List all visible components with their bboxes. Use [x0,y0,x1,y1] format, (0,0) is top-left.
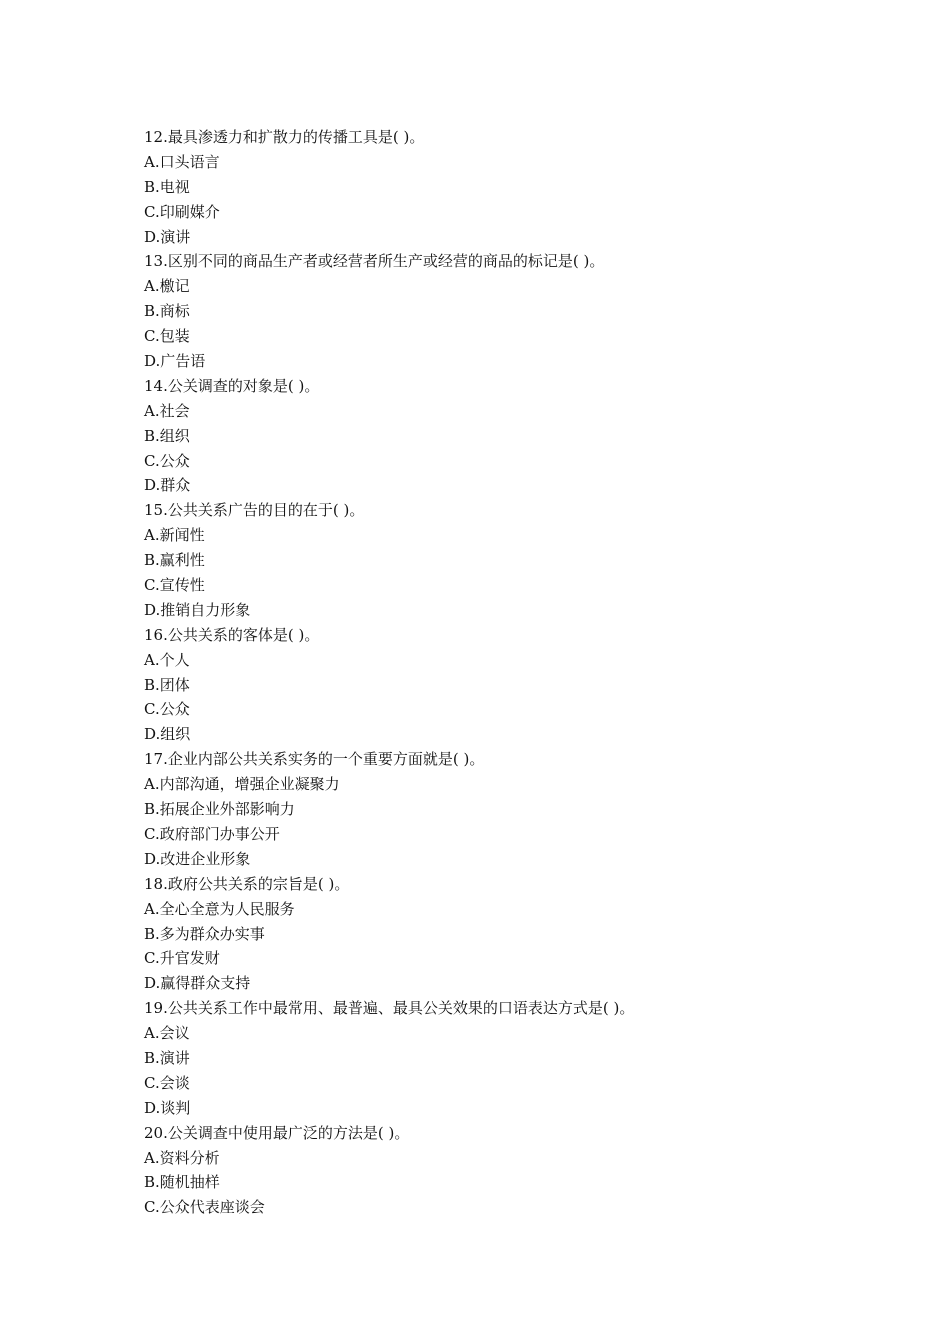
question-18: 18.政府公共关系的宗旨是( )。 [144,874,350,893]
option-d: D.改进企业形象 [144,849,251,868]
option-a: A.会议 [144,1024,190,1043]
question-12: 12.最具渗透力和扩散力的传播工具是( )。 [144,128,425,146]
option-d: D.推销自力形象 [144,600,251,619]
option-a: A.全心全意为人民服务 [144,899,295,918]
option-b: B.随机抽样 [144,1173,220,1192]
option-c: C.公众 [144,451,190,470]
option-c: C.升官发财 [144,949,220,968]
option-c: C.印刷媒介 [144,202,220,221]
option-a: A.资料分析 [144,1148,220,1167]
question-list [144,125,844,1220]
option-d: D.演讲 [144,227,191,246]
option-c: C.包装 [144,327,190,346]
option-a: A.个人 [144,650,190,669]
option-c: C.宣传性 [144,576,205,595]
question-14: 14.公关调查的对象是( )。 [144,376,320,395]
question-19: 19.公共关系工作中最常用、最普遍、最具公关效果的口语表达方式是( )。 [144,999,635,1018]
option-b: B.演讲 [144,1048,190,1067]
option-c: C.会谈 [144,1073,190,1092]
option-a: A.内部沟通，增强企业凝聚力 [144,775,340,794]
question-13: 13.区别不同的商品生产者或经营者所生产或经营的商品的标记是( )。 [144,252,605,271]
question-16: 16.公共关系的客体是( )。 [144,625,320,644]
option-d: D.组织 [144,725,191,744]
option-b: B.赢利性 [144,551,205,570]
option-b: B.电视 [144,177,190,196]
option-c: C.公众代表座谈会 [144,1198,265,1217]
option-d: D.赢得群众支持 [144,974,251,993]
option-b: B.多为群众办实事 [144,924,265,943]
option-c: C.公众 [144,700,190,719]
option-d: D.谈判 [144,1098,191,1117]
option-a: A.新闻性 [144,526,205,545]
question-15: 15.公共关系广告的目的在于( )。 [144,501,365,520]
option-b: B.组织 [144,426,190,445]
question-17: 17.企业内部公共关系实务的一个重要方面就是( )。 [144,750,485,769]
option-b: B.拓展企业外部影响力 [144,800,295,819]
question-20: 20.公关调查中使用最广泛的方法是( )。 [144,1123,410,1142]
option-a: A.檄记 [144,277,190,296]
option-a: A.社会 [144,401,190,420]
option-a: A.口头语言 [144,152,220,171]
option-b: B.商标 [144,302,190,321]
option-b: B.团体 [144,675,190,694]
option-c: C.政府部门办事公开 [144,824,280,843]
option-d: D.群众 [144,476,191,495]
option-d: D.广告语 [144,352,206,371]
